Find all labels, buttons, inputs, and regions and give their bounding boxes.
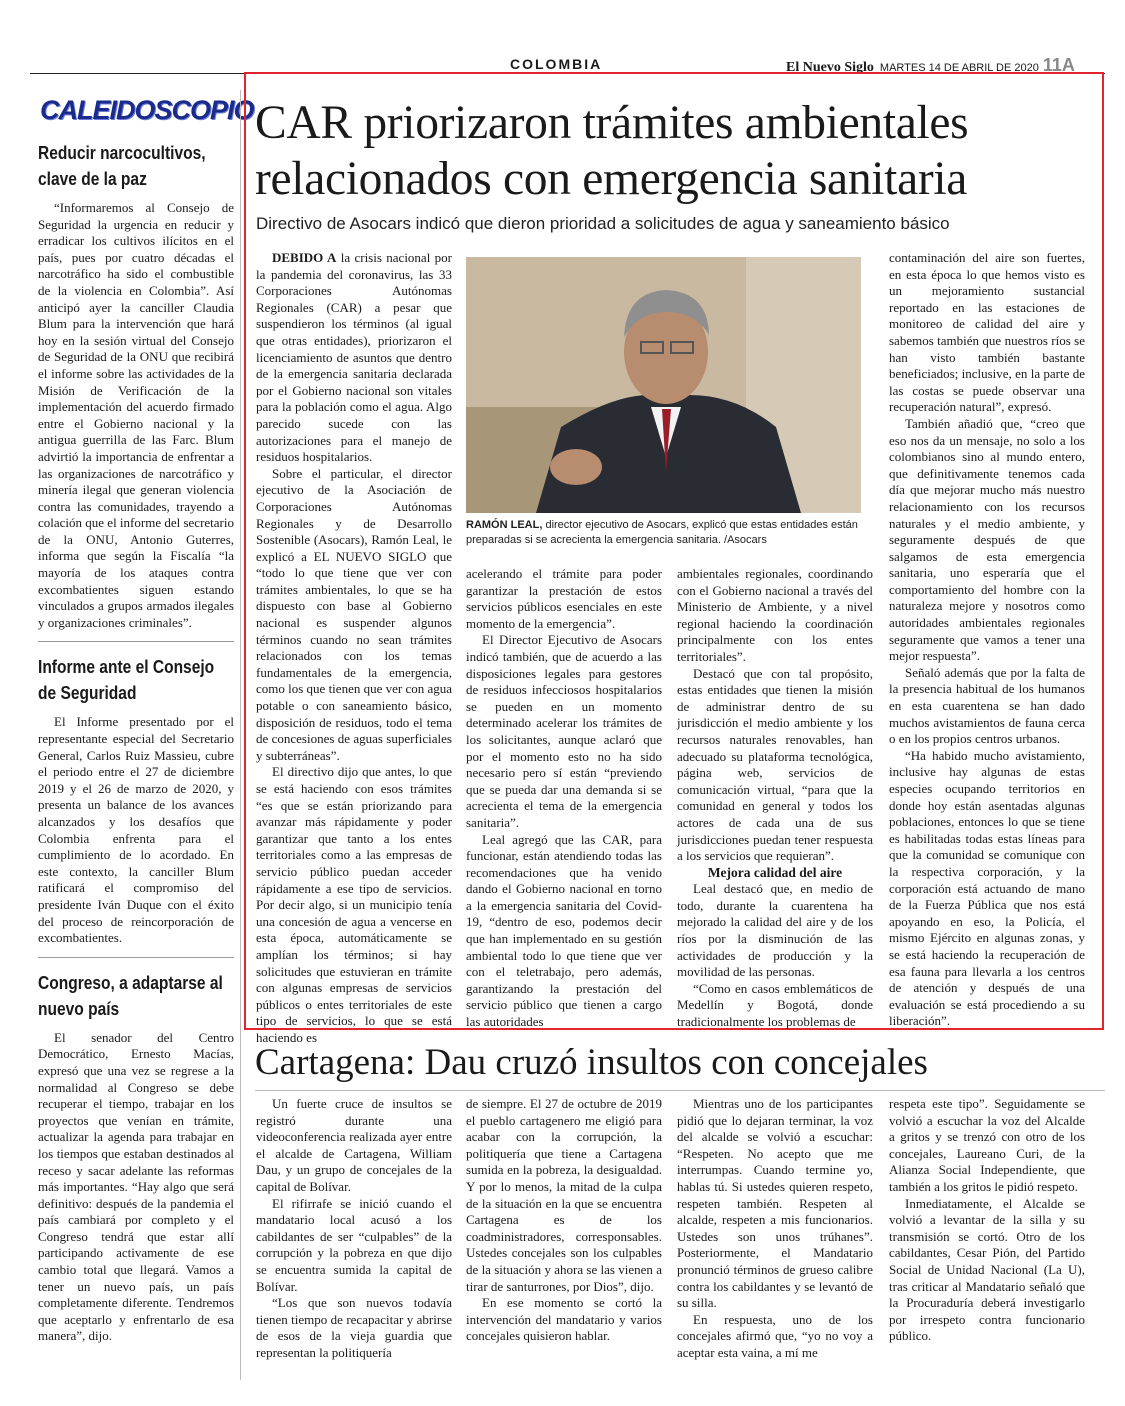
paragraph: En ese momento se cortó la intervención del mandatario y varios concejales quisieron hablar. <box>466 1295 662 1344</box>
divider <box>38 957 234 958</box>
paragraph: Un fuerte cruce de insultos se registró durante una videoconferencia realizada ayer entre el alcalde de Cartagena, William Dau, y un grupo de concejales de la capital de Bolívar. <box>256 1096 452 1194</box>
paragraph: “Los que son nuevos todavía tienen tiempo de recapacitar y abrirse de esos de la vieja guardia que representan la politiquería <box>256 1295 452 1360</box>
second-column-1 <box>256 1096 452 1362</box>
sidebar-item-title: Reducir narcocultivos, clave de la paz <box>38 142 206 189</box>
paragraph: Inmediatamente, el Alcalde se volvió a levantar de la silla y su transmisión se cortó. Otro de los cabildantes, Cesar Pión, del Partido Social de Unidad Nacional (La U), tras criticar al Mandatario señaló que la Procuraduría deberá investigarlo por irrespeto contra funcionario público. <box>889 1195 1085 1344</box>
photo-caption <box>466 518 866 547</box>
paragraph: En respuesta, uno de los concejales afirmó que, “yo no voy a aceptar esta vaina, a mí me <box>677 1311 873 1360</box>
newspaper-name: El Nuevo Siglo <box>786 60 874 75</box>
paragraph: respeta este tipo”. Seguidamente se volvió a escuchar la voz del Alcalde a gritos y se trenzó con otro de los concejales, Laureano Curi, de la Alianza Social Independiente, que también a los gritos le pidió respeto. <box>889 1096 1085 1194</box>
paragraph: Leal destacó que, en medio de todo, durante la cuarentena ha mejorado la calidad del aire y de los ríos por la disminución de las actividades de producción y la movilidad de las personas. <box>677 881 873 980</box>
second-column-2 <box>466 1096 662 1345</box>
article-column-2 <box>466 566 662 1031</box>
paragraph: El Informe presentado por el representante especial del Secretario General, Carlos Ruiz Massieu, cubre el periodo entre el 27 de diciembre 2019 y el 26 de marzo de 2020, y presenta un balance de los avances alcanzados y los desafíos que Colombia enfrenta para el cumplimiento de lo acordado. En este contexto, la canciller Blum ratificará el compromiso del presidente Iván Duque con el éxito del proceso de reincorporación de excombatientes. <box>38 714 234 946</box>
paragraph: contaminación del aire son fuertes, en esta época lo que hemos visto es un mejoramiento sustancial reportado en las estaciones de monitoreo de calidad del aire y sabemos también que nuestros ríos se han visto también bastante beneficiados; inclusive, en la parte de las costas se puede observar una recuperación natural”, expresó. <box>889 250 1085 415</box>
paragraph: acelerando el trámite para poder garantizar la prestación de estos servicios públicos esenciales en este momento de la emergencia”. <box>466 566 662 631</box>
sidebar-item-body <box>38 714 234 946</box>
sidebar-item-title: Informe ante el Consejo de Seguridad <box>38 656 215 704</box>
second-column-3 <box>677 1096 873 1362</box>
article-column-1 <box>256 250 452 1047</box>
paragraph: Leal agregó que las CAR, para funcionar, están atendiendo todas las recomendaciones que ha venido dando el Gobierno nacional en torno a la emergencia sanitaria del Covid-19, “dentro de eso, podemos decir que han implementado en su gestión ambiental todo lo que tiene que ver con el teletrabajo, pero además, garantizando la prestación del servicio público que tienen a cargo las autoridades <box>466 831 662 1030</box>
paragraph: “Como en casos emblemáticos de Medellín y Bogotá, donde tradicionalmente los problemas de <box>677 980 873 1030</box>
paragraph: Sobre el particular, el director ejecutivo de la Asociación de Corporaciones Autónomas Regionales y de Desarrollo Sostenible (Asocars), Ramón Leal, le explicó a EL NUEVO SIGLO que “todo lo que tiene que ver con trámites ambientales, lo que se ha dispuesto con base al Gobierno nacional es suspender algunos términos cuando no sean trámites relacionados con los temas fundamentales de la emergencia, como los que tienen que ver con agua potable o con saneamiento básico, disposición de residuos, todo el tema de concesiones de aguas superficiales y subterráneas”. <box>256 465 453 763</box>
paragraph: El rifirrafe se inició cuando el mandatario local acusó a los cabildantes de ser “culpables” de la corrupción y la pobreza en que dijo se encuentra sumida la capital de Bolívar. <box>256 1195 452 1294</box>
paragraph: ambientales regionales, coordinando con el Gobierno nacional a través del Ministerio de Ambiente, y a nivel regional haciendo la coordinación principalmente con los entes territoriales”. <box>677 566 873 664</box>
second-headline: Cartagena: Dau cruzó insultos con concejales <box>255 1042 928 1083</box>
sidebar-item-body <box>38 1030 234 1345</box>
paragraph <box>256 250 452 466</box>
paragraph: El senador del Centro Democrático, Ernesto Macías, expresó que una vez se regrese a la normalidad al Congreso se debe recuperar el tiempo, trabajar en los proyectos que venían en trámite, actualizar la agenda para trabajar en los tiempos que estaban destinados al receso y sacar adelante las reformas más importantes. “Hay algo que será definitivo: después de la pandemia el país cambiará por completo y el Congreso tendrá que estar allí participando activamente de ese cambio total que llegará. Vamos a tener un nuevo país, un país completamente diferente. Tendremos que aceptarlo y enfrentarlo de esa manera”, dijo. <box>38 1029 234 1344</box>
paragraph: El directivo dijo que antes, lo que se está haciendo con esos trámites “es que se están priorizando para avanzar más rápidamente y poder garantizar que tanto a los entes territoriales como a las empresas de servicio público puedan acceder rápidamente a ese tipo de servicios. Por decir algo, si un municipio tenía una concesión de agua a vencerse en esta época, automáticamente se amplían los términos; si hay solicitudes que estuvieran en trámite con algunas empresas de servicios públicos o entes territoriales de este tipo de servicios, lo que se está haciendo es <box>256 764 452 1045</box>
issue-date: MARTES 14 DE ABRIL DE 2020 <box>879 62 1039 74</box>
paragraph: “Informaremos al Consejo de Seguridad la urgencia en reducir y erradicar los cultivos ilícitos en el país, pues por cuatro décadas el narcotráfico ha sido el combustible de la violencia en Colombia”. Así anticipó ayer la canciller Claudia Blum para la intervención que hará hoy en la sesión virtual del Consejo de Seguridad de la ONU que recibirá el informe sobre las actividades de la Misión de Verificación de la implementación del acuerdo firmado entre el Gobierno nacional y la antigua guerrilla de las Farc. Blum advirtió la importancia de enfrentar a las organizaciones de narcotráfico y minería ilegal que generan violencia contra las comunidades, trayendo a colación que el informe del secretario de la ONU, Antonio Guterres, informa que según la Fiscalía “la mayoría de los ataques contra excombatientes siguen estando vinculados a grupos armados ilegales y organizaciones criminales”. <box>38 200 234 630</box>
caption-text: director ejecutivo de Asocars, explicó que estas entidades están preparadas si se acrecienta la emergencia sanitaria. /Asocars <box>466 519 858 546</box>
article-column-4 <box>889 250 1085 1030</box>
sidebar <box>38 95 254 1345</box>
subheadline: Directivo de Asocars indicó que dieron prioridad a solicitudes de agua y saneamiento básico <box>256 214 950 233</box>
lead-in: DEBIDO A <box>272 250 337 265</box>
sidebar-item-title: Congreso, a adaptarse al nuevo país <box>38 971 223 1019</box>
inline-subhead: Mejora calidad del aire <box>707 864 843 880</box>
paragraph: El Director Ejecutivo de Asocars indicó también, que de acuerdo a las disposiciones legales para gestores de residuos infecciosos hospitalarios se pueden en un momento determinado acelerar los trámites de los solicitantes, aunque aclaró que por el momento esto no ha sido necesario pero sí están “previendo que se pueda dar una demanda si se acrecienta el tema de la emergencia sanitaria”. <box>466 632 662 830</box>
lead-text: la crisis nacional por la pandemia del coronavirus, las 33 Corporaciones Autónomas Regionales (CAR) a pesar que suspendieron los términos (al igual que otras entidades), priorizaron el licenciamiento de asuntos que dentro de la emergencia sanitaria declarada por el Gobierno nacional son vitales para la población como el agua. Algo parecido sucede con las autorizaciones para el manejo de residuos hospitalarios. <box>256 250 453 465</box>
paragraph: También añadió que, “creo que eso nos da un mensaje, no solo a los colombianos sino al mundo entero, que definitivamente tenemos cada día que mejorar mucho más nuestro relacionamiento con los recursos naturales y el medio ambiente, y seguramente después de que salgamos de esta emergencia sanitaria, uno esperaría que el comportamiento del hombre con la naturaleza mejore y nosotros como autoridades ambientales regionales seguramente que vamos a tener una mejor respuesta”. <box>889 415 1085 664</box>
column-rule <box>240 90 241 1380</box>
paragraph: Destacó que con tal propósito, estas entidades que tienen la misión de administrar dentro de su jurisdicción el medio ambiente y los recursos naturales renovables, han adecuado su plataforma tecnológica, página web, servicios de comunicación virtual, “para que la comunidad en general y todos los actores de cada una de sus jurisdicciones puedan tener respuesta a los servicios que requieran”. <box>677 665 873 864</box>
divider <box>38 641 234 642</box>
divider <box>255 1090 1105 1091</box>
paragraph: de siempre. El 27 de octubre de 2019 el pueblo cartagenero me eligió para acabar con la corrupción, la politiquería que tiene a Cartagena sumida en la pobreza, la desigualdad. Y por lo menos, la mitad de la culpa de la situación en la que se encuentra Cartagena es de los coadministradores, corresponsables. Ustedes concejales son los culpables de la situación y ahora se las vienen a tirar de santurrones, por Dios”, dijo. <box>466 1096 662 1294</box>
paragraph: Señaló además que por la falta de la presencia habitual de los humanos en esta cuarentena se han dado muchos avistamientos de fauna cerca o en los propios centros urbanos. <box>889 664 1085 747</box>
paragraph: “Ha habido mucho avistamiento, inclusive hay algunas de estas especies ocupando territorios en donde hoy están asentadas algunas poblaciones, entonces lo que se tiene es habilitadas todas estas líneas para que la comunidad se comunique con la respectiva corporación, y la corporación está actuando de mano de la Fuerza Pública que nos está apoyando en eso, la Policía, el mismo Ejército en algunas zonas, y se está haciendo la recuperación de esa fauna para llevarla a los centros de atención y después de una evaluación se está procediendo a su liberación”. <box>889 747 1085 1029</box>
paragraph: Mientras uno de los participantes pidió que lo dejaran terminar, la voz del alcalde se volvió a escuchar: “Respeten. No acepto que me interrumpas. Cuando termine yo, hablas tú. Si ustedes quieren respeto, respeten también. Respeten al alcalde, respeten a mis funcionarios. Ustedes son unos trúhanes”. Posteriormente, el Mandatario pronunció términos de grueso calibre contra los cabildantes y se levantó de su silla. <box>677 1096 873 1311</box>
headline: CAR priorizaron trámites ambientales relacionados con emergencia sanitaria <box>255 97 969 205</box>
section-name: COLOMBIA <box>510 56 603 72</box>
sidebar-kicker: CALEIDOSCOPIO <box>40 95 254 125</box>
page-number: 11A <box>1042 55 1075 75</box>
second-column-4 <box>889 1096 1085 1345</box>
sidebar-item-body <box>38 200 234 631</box>
article-photo <box>466 257 861 513</box>
caption-name: RAMÓN LEAL, <box>466 519 543 531</box>
article-column-3 <box>677 566 873 1031</box>
portrait-image <box>466 257 861 513</box>
